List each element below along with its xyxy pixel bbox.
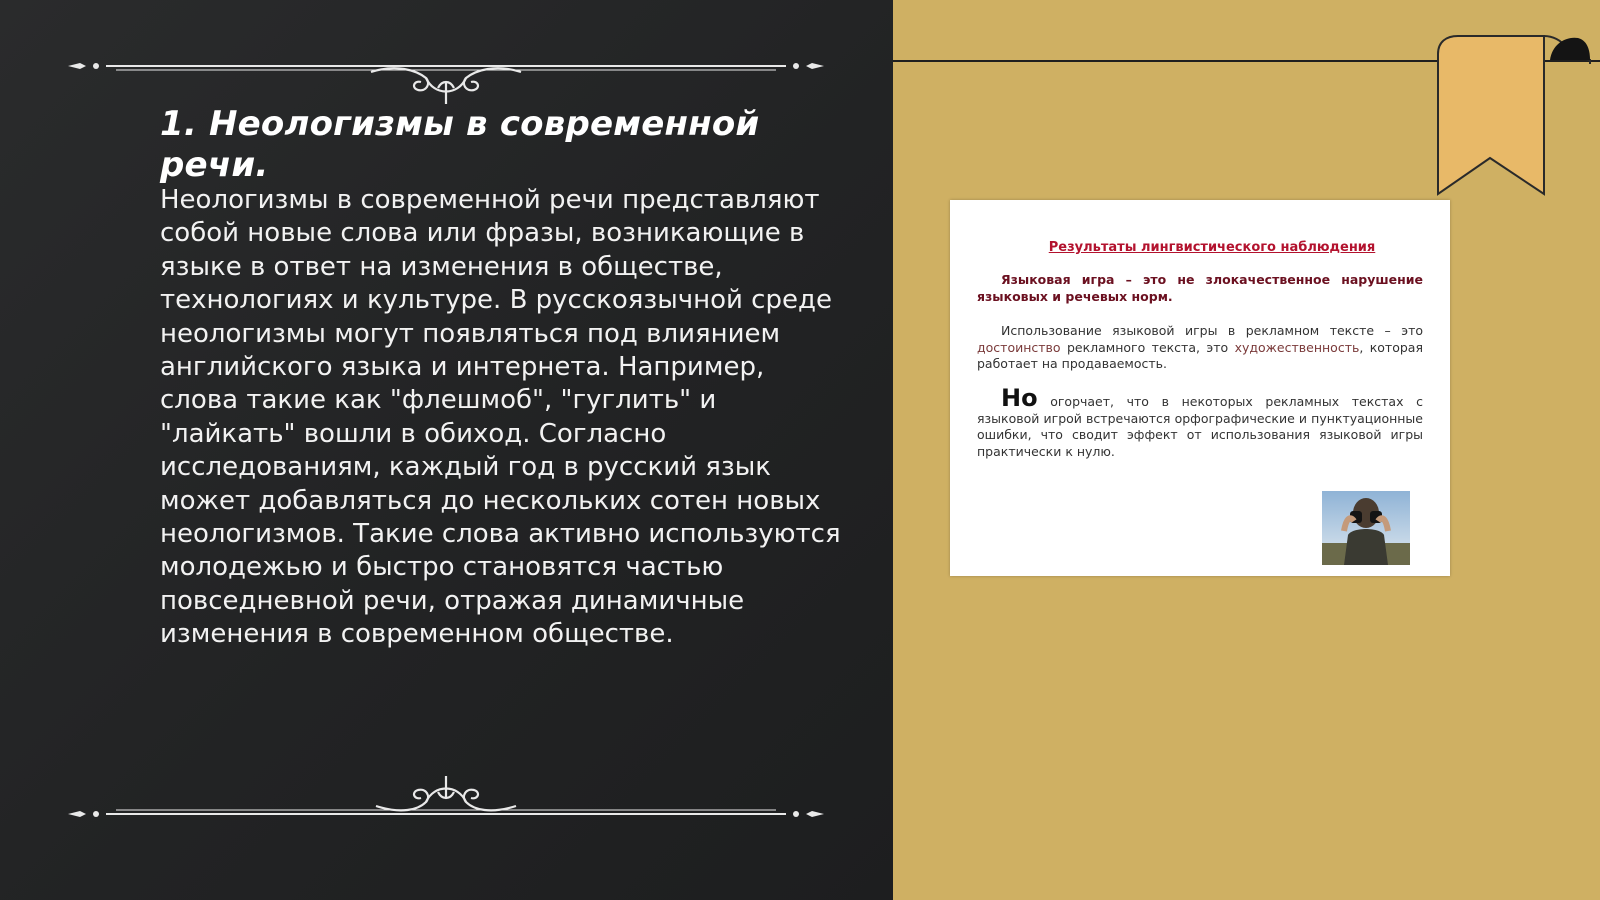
bottom-ornament-icon [66, 770, 826, 830]
card-p3-rest: огорчает, что в некоторых рекламных текстах с языковой игрой встречаются орфографические и пунктуационные ошибки, что сводит эффект от использования языковой игры практически к нулю. [977, 394, 1423, 459]
binoculars-person-photo-icon [1322, 491, 1410, 565]
card-title: Результаты лингвистического наблюдения [1048, 240, 1376, 255]
card-p3-big-word: Но [1001, 384, 1038, 412]
slide-body-text: Неологизмы в современной речи представляют собой новые слова или фразы, возникающие в языке в ответ на изменения в обществе, технологиях и культуре. В русскоязычной среде неологизмы могут появляться под влиянием английского языка и интернета. Например, слова такие как "флешмоб", "гуглить" и "лайкать" вошли в обиход. Согласно исследованиям, каждый год в русский язык может добавляться до нескольких сотен новых неологизмов. Такие слова активно используются молодежью и быстро становятся частью повседневной речи, отражая динамичные изменения в современном обществе. [160, 185, 841, 650]
top-ornament-icon [66, 52, 826, 112]
card-paragraph-1: Языковая игра – это не злокачественное нарушение языковых и речевых норм. [977, 272, 1423, 304]
card-p2-start: Использование языковой игры в рекламном тексте – это [1001, 323, 1423, 338]
slide-title: 1. Неологизмы в современной речи. [160, 104, 760, 185]
card-paragraph-2 [977, 323, 1423, 373]
card-p2-highlight-2: художественность [1234, 339, 1360, 355]
card-p2-highlight-1: достоинство [977, 339, 1061, 355]
card-p2-mid: рекламного текста, это [1066, 339, 1229, 355]
observation-card [950, 200, 1450, 576]
bookmark-ribbon-icon [1432, 34, 1592, 204]
card-paragraph-3 [977, 384, 1423, 460]
card-p2-end: , которая работает на продаваемость. [977, 339, 1423, 371]
